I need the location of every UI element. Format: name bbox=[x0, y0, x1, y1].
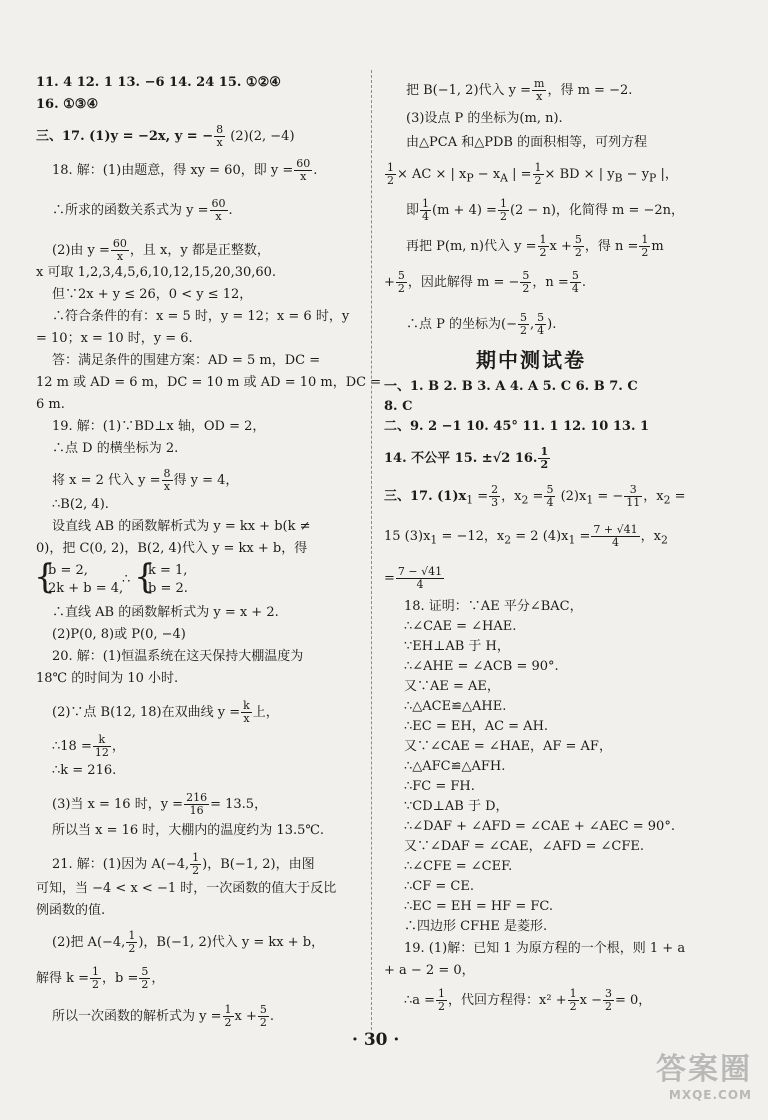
answer-line: 三、17. $(1)x_1$ = $\frac{2}{3}$ ，$x_2$ = $\frac{5}{4}$ $(2)x_1$ = − $\frac{3}{11}$ ，$x_2$ = bbox=[384, 483, 686, 509]
answer-line: ∴∠CAE = ∠HAE. bbox=[404, 619, 517, 634]
answer-line: 14. 不公平 15. ±√2 16. $\frac{1}{2}$ bbox=[384, 445, 549, 471]
answer-line: 又∵AE = AE， bbox=[404, 679, 500, 694]
answer-line: ∴FC = FH. bbox=[404, 779, 475, 794]
system-eq: 2k + b = 4, bbox=[48, 581, 124, 596]
answer-line: ∴∠AHE = ∠ACB = 90°. bbox=[404, 659, 559, 674]
answer-line: (3)设点 P 的坐标为(m, n). bbox=[406, 111, 563, 126]
answer-line: = 10；x = 10 时，y = 6. bbox=[36, 331, 193, 346]
answer-line: 20. 解：(1)恒温系统在这天保持大棚温度为 bbox=[52, 649, 304, 664]
answer-line: 又∵∠DAF = ∠CAE，∠AFD = ∠CFE. bbox=[404, 839, 644, 854]
answer-line: 16. ①③④ bbox=[36, 97, 99, 112]
answer-line: 21. 解：(1)因为 A(−4, $\frac{1}{2}$ )，B(−1, 2)，由图 bbox=[52, 851, 315, 877]
answer-line: 所以一次函数的解析式为 y = $\frac{1}{2}$ x + $\frac{5}{2}$ . bbox=[52, 1003, 275, 1029]
watermark-logo: 答案圈 MXQE.COM bbox=[656, 1052, 752, 1102]
system-eq: k = 1, bbox=[148, 563, 188, 578]
answer-line: ∴点 D 的横坐标为 2. bbox=[52, 441, 179, 456]
answer-line: 18℃ 的时间为 10 小时. bbox=[36, 671, 179, 686]
answer-line: 三、17. (1)y = −2x, y = − $\frac{8}{x}$ (2)(2, −4) bbox=[36, 123, 295, 149]
answer-line: 19. (1)解：已知 1 为原方程的一个根，则 1 + a bbox=[404, 941, 686, 956]
answer-line: ∴∠CFE = ∠CEF. bbox=[404, 859, 513, 874]
page-number: · 30 · bbox=[352, 1030, 400, 1050]
answer-line: 将 x = 2 代入 y = $\frac{8}{x}$ 得 y = 4， bbox=[52, 467, 239, 493]
answer-line: x 可取 1,2,3,4,5,6,10,12,15,20,30,60. bbox=[36, 265, 277, 280]
answer-line: ∴B(2, 4). bbox=[52, 497, 109, 512]
answer-line: (2)P(0, 8)或 P(0, −4) bbox=[52, 627, 186, 642]
column-divider bbox=[371, 70, 372, 1030]
answer-line: 0)，把 C(0, 2)，B(2, 4)代入 y = kx + b，得 bbox=[36, 541, 308, 556]
answer-line: ∴CF = CE. bbox=[404, 879, 474, 894]
answer-line: = $\frac{7 - √41}{4}$ bbox=[384, 565, 443, 591]
answer-line: ∴EC = EH，AC = AH. bbox=[404, 719, 549, 734]
therefore-symbol: ∴ bbox=[122, 572, 131, 587]
answer-line: ∴△AFC≌△AFH. bbox=[404, 759, 506, 774]
answer-line: (2)由 y = $\frac{60}{x}$ ，且 x，y 都是正整数， bbox=[52, 237, 270, 263]
answer-line: $\frac{1}{2}$ × AC × | $x_P - x_A$ | = $\frac{1}{2}$ × BD × | $y_B - y_P$ |， bbox=[387, 161, 678, 187]
answer-line: 可知，当 −4 < x < −1 时，一次函数的值大于反比 bbox=[36, 881, 337, 896]
answer-line: 18. 解：(1)由题意，得 xy = 60，即 y = $\frac{60}{x}$ . bbox=[52, 157, 318, 183]
answer-line: ∴四边形 CFHE 是菱形. bbox=[404, 919, 548, 934]
answer-line: 答：满足条件的围建方案：AD = 5 m，DC = bbox=[52, 353, 321, 368]
answer-line: 但∵2x + y ≤ 26，0 < y ≤ 12， bbox=[52, 287, 253, 302]
answer-line: 解得 k = $\frac{1}{2}$ ，b = $\frac{5}{2}$ ， bbox=[36, 965, 165, 991]
answer-line: ∵CD⊥AB 于 D， bbox=[404, 799, 509, 814]
answer-line: (3)当 x = 16 时，y = $\frac{216}{16}$ = 13.5， bbox=[52, 791, 268, 817]
answer-line: 8. C bbox=[384, 399, 413, 414]
answer-line: + a − 2 = 0， bbox=[384, 963, 475, 978]
answer-line: (2)∵点 B(12, 18)在双曲线 y = $\frac{k}{x}$ 上， bbox=[52, 699, 279, 725]
answer-line: 二、9. 2 −1 10. 45° 11. 1 12. 10 13. 1 bbox=[384, 419, 650, 434]
answer-line: ∴∠DAF + ∠AFD = ∠CAE + ∠AEC = 90°. bbox=[404, 819, 675, 834]
answer-line: 19. 解：(1)∵BD⊥x 轴，OD = 2， bbox=[52, 419, 266, 434]
answer-line: ∴直线 AB 的函数解析式为 y = x + 2. bbox=[52, 605, 279, 620]
brace-icon: { bbox=[134, 557, 156, 597]
answer-line: 18. 证明：∵AE 平分∠BAC， bbox=[404, 599, 583, 614]
answer-line: ∴△ACE≌△AHE. bbox=[404, 699, 507, 714]
answer-line: ∵EH⊥AB 于 H， bbox=[404, 639, 510, 654]
brace-icon: { bbox=[34, 557, 56, 597]
answer-line: ∴18 = $\frac{k}{12}$ ， bbox=[52, 733, 125, 759]
answer-line: 12 m 或 AD = 6 m，DC = 10 m 或 AD = 10 m，DC = bbox=[36, 375, 382, 390]
answer-line: 即 $\frac{1}{4}$ (m + 4) = $\frac{1}{2}$ (2 − n)，化简得 m = −2n， bbox=[406, 197, 685, 223]
answer-line: 又∵∠CAE = ∠HAE，AF = AF， bbox=[404, 739, 612, 754]
answer-line: + $\frac{5}{2}$ ，因此解得 m = − $\frac{5}{2}$ ，n = $\frac{5}{4}$ . bbox=[384, 269, 586, 295]
answer-line: ∴k = 216. bbox=[52, 763, 117, 778]
answer-line: 把 B(−1, 2)代入 y = $\frac{m}{x}$ ，得 m = −2. bbox=[406, 77, 633, 103]
answer-line: 15 $(3)x_1 = -12$，$x_2 = 2$ $(4)x_1$ = $\frac{7 + √41}{4}$ ，$x_2$ bbox=[384, 523, 668, 549]
section-title: 期中测试卷 bbox=[476, 348, 586, 372]
answer-line: 11. 4 12. 1 13. −6 14. 24 15. ①②④ bbox=[36, 75, 281, 90]
answer-line: (2)把 A(−4, $\frac{1}{2}$ )，B(−1, 2)代入 y = kx + b， bbox=[52, 929, 325, 955]
answer-line: 由△PCA 和△PDB 的面积相等，可列方程 bbox=[406, 135, 648, 150]
answer-line: 一、1. B 2. B 3. A 4. A 5. C 6. B 7. C bbox=[384, 379, 638, 394]
answer-line: 6 m. bbox=[36, 397, 65, 412]
answer-line: 再把 P(m, n)代入 y = $\frac{1}{2}$ x + $\frac{5}{2}$ ，得 n = $\frac{1}{2}$ m bbox=[406, 233, 664, 259]
answer-line: ∴符合条件的有：x = 5 时，y = 12；x = 6 时，y bbox=[52, 309, 350, 324]
answer-line: ∴EC = EH = HF = FC. bbox=[404, 899, 553, 914]
answer-line: 所以当 x = 16 时，大棚内的温度约为 13.5℃. bbox=[52, 823, 325, 838]
system-eq: b = 2. bbox=[148, 581, 188, 596]
answer-line: ∴所求的函数关系式为 y = $\frac{60}{x}$ . bbox=[52, 197, 233, 223]
answer-line: 设直线 AB 的函数解析式为 y = kx + b(k ≠ bbox=[52, 519, 311, 534]
answer-line: 例函数的值. bbox=[36, 903, 106, 918]
answer-line: ∴点 P 的坐标为(− $\frac{5}{2}$ , $\frac{5}{4}$ ). bbox=[406, 311, 557, 337]
system-eq: b = 2, bbox=[48, 563, 88, 578]
answer-line: ∴a = $\frac{1}{2}$ ，代回方程得：x² + $\frac{1}{2}$ x − $\frac{3}{2}$ = 0， bbox=[404, 987, 652, 1013]
